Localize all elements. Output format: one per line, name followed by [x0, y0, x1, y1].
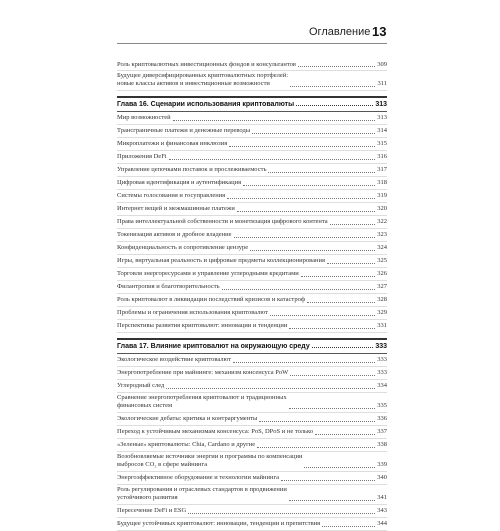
toc-entry-page: 343 — [377, 507, 387, 515]
toc-entry-title: Трансграничные платежи и денежные переводы — [117, 127, 251, 135]
toc-entry — [117, 190, 387, 203]
dot-leader — [327, 263, 375, 264]
toc-entry-title: Углеродный след — [117, 382, 165, 390]
toc-entry-page: 318 — [377, 179, 387, 187]
toc-entry-title: Роль криптовалют в ликвидации последствий кризисов и катастроф — [117, 296, 306, 304]
dot-leader — [166, 388, 375, 389]
toc-entry-page: 327 — [377, 283, 387, 291]
toc-entry-title: Будущее диверсифицированных криптовалютных портфелей: новые классы активов и инвестиционные возможности — [117, 72, 289, 88]
toc-entry — [117, 413, 387, 426]
toc-entry — [117, 58, 387, 71]
toc-entry — [117, 138, 387, 151]
toc-entry-page: 333 — [377, 356, 387, 364]
dot-leader — [298, 66, 375, 67]
table-of-contents — [117, 58, 387, 531]
toc-entry — [117, 203, 387, 216]
toc-entry-title: Роль регулирования и отраслевых стандартов в продвижении устойчивого развития — [117, 485, 287, 502]
dot-leader — [250, 250, 375, 251]
toc-entry-title: Токенизация активов и дробное владение — [117, 231, 232, 239]
toc-entry — [117, 294, 387, 307]
toc-entry-title: Филантропия и благотворительность — [117, 283, 220, 291]
toc-entry-page: 314 — [377, 127, 387, 135]
toc-entry-title: Торговля энергоресурсами и управление углеродными кредитами — [117, 270, 299, 278]
toc-entry-title: Цифровая идентификация и аутентификация — [117, 179, 242, 187]
dot-leader — [173, 120, 376, 121]
toc-entry-title: Проблемы и ограничения использования криптовалют — [117, 309, 268, 317]
toc-entry-page: 326 — [377, 270, 387, 278]
toc-entry-page: 333 — [377, 369, 387, 377]
page-number: 13 — [372, 24, 387, 39]
toc-entry — [117, 255, 387, 268]
toc-entry-title: Будущее устойчивых криптовалют: инновации, тенденции и препятствия — [117, 520, 321, 528]
toc-entry-title: Мир возможностей — [117, 114, 171, 122]
toc-entry — [117, 216, 387, 229]
toc-entry — [117, 229, 387, 242]
dot-leader — [290, 86, 375, 87]
running-header-title: Оглавление — [309, 26, 371, 38]
toc-entry — [117, 426, 387, 439]
toc-entry-page: 338 — [377, 441, 387, 449]
dot-leader — [330, 224, 376, 225]
toc-entry-page: 336 — [377, 415, 387, 423]
dot-leader — [252, 133, 375, 134]
toc-entry-page: 340 — [377, 474, 387, 482]
dot-leader — [188, 513, 375, 514]
dot-leader — [268, 172, 375, 173]
toc-entry-title: Глава 16. Сценарии использования криптовалюты — [117, 100, 295, 108]
toc-entry-page: 309 — [377, 60, 387, 68]
dot-leader — [222, 289, 376, 290]
dot-leader — [301, 276, 376, 277]
toc-entry — [117, 320, 387, 333]
toc-entry — [117, 112, 387, 125]
dot-leader — [290, 375, 375, 376]
toc-entry — [117, 505, 387, 518]
dot-leader — [315, 434, 375, 435]
dot-leader — [227, 198, 375, 199]
toc-entry — [117, 177, 387, 190]
dot-leader — [304, 467, 375, 468]
toc-entry-page: 335 — [377, 402, 387, 410]
toc-entry — [117, 380, 387, 393]
toc-entry-title: Экологические дебаты: критика и контраргументы — [117, 415, 258, 423]
toc-entry-page: 334 — [377, 382, 387, 390]
toc-entry-title: Права интеллектуальной собственности и монетизация цифрового контента — [117, 218, 328, 226]
toc-entry — [117, 367, 387, 380]
toc-entry-title: Переход к устойчивым механизмам консенсуса: PoS, DPoS и не только — [117, 428, 314, 436]
toc-entry-title: Пересечение DeFi и ESG — [117, 507, 187, 515]
dot-leader — [257, 447, 375, 448]
toc-entry — [117, 472, 387, 485]
dot-leader — [234, 237, 376, 238]
toc-entry-title: Энергоэффективное оборудование и технологии майнинга — [117, 474, 280, 482]
toc-entry-title: Интернет вещей и межмашинные платежи — [117, 205, 235, 213]
toc-entry-title: Энергопотребление при майнинге: механизм консенсуса PoW — [117, 369, 289, 377]
toc-entry-page: 325 — [377, 257, 387, 265]
toc-entry-page: 329 — [377, 309, 387, 317]
toc-entry-page: 344 — [377, 520, 387, 528]
toc-entry-page: 317 — [377, 166, 387, 174]
toc-entry — [117, 518, 387, 531]
toc-entry — [117, 485, 387, 505]
toc-entry-title: Глава 17. Влияние криптовалют на окружающую среду — [117, 342, 310, 350]
dot-leader — [237, 211, 375, 212]
toc-entry — [117, 242, 387, 255]
dot-leader — [281, 480, 375, 481]
dot-leader — [233, 362, 375, 363]
toc-entry-page: 328 — [377, 296, 387, 304]
toc-entry — [117, 151, 387, 164]
toc-entry-page: 324 — [377, 244, 387, 252]
toc-chapter-heading — [117, 96, 387, 112]
dot-leader — [289, 408, 376, 409]
toc-entry-title: Конфиденциальность и сопротивление цензуре — [117, 244, 249, 252]
toc-entry-page: 316 — [377, 153, 387, 161]
toc-entry — [117, 268, 387, 281]
toc-entry-title: Перспективы развития криптовалют: инновации и тенденции — [117, 322, 288, 330]
toc-entry — [117, 393, 387, 413]
toc-entry-page: 323 — [377, 231, 387, 239]
toc-entry — [117, 439, 387, 452]
toc-entry — [117, 307, 387, 320]
toc-entry — [117, 452, 387, 472]
toc-entry-page: 311 — [377, 80, 387, 88]
toc-entry-title: «Зеленые» криптовалюты: Chia, Cardano и другие — [117, 441, 256, 449]
toc-chapter-heading — [117, 338, 387, 354]
dot-leader — [289, 328, 375, 329]
toc-entry — [117, 125, 387, 138]
toc-entry-title: Приложения DeFi — [117, 153, 167, 161]
toc-entry-page: 341 — [377, 494, 387, 502]
toc-entry-page: 339 — [377, 461, 387, 469]
toc-entry — [117, 281, 387, 294]
dot-leader — [259, 421, 375, 422]
toc-entry-title: Роль криптовалютных инвестиционных фондов и консультантов — [117, 60, 296, 68]
toc-entry-title: Системы голосования и госуправления — [117, 192, 226, 200]
toc-entry-page: 331 — [377, 322, 387, 330]
dot-leader — [312, 347, 374, 348]
dot-leader — [243, 185, 375, 186]
toc-entry-page: 315 — [377, 140, 387, 148]
toc-entry-title: Игры, виртуальная реальность и цифровые предметы коллекционирования — [117, 257, 325, 265]
toc-entry-title: Возобновляемые источники энергии и программы по компенсации выбросов CO₂ в сфере майнинга — [117, 452, 303, 469]
dot-leader — [307, 302, 375, 303]
toc-entry — [117, 164, 387, 177]
toc-entry-page: 320 — [377, 205, 387, 213]
toc-entry-page: 322 — [377, 218, 387, 226]
dot-leader — [296, 105, 373, 106]
dot-leader — [169, 159, 376, 160]
toc-entry-title: Микроплатежи и финансовая инклюзия — [117, 140, 228, 148]
header-rule — [117, 43, 387, 44]
toc-entry-title: Сравнение энергопотребления криптовалют и традиционных финансовых систем — [117, 393, 287, 410]
dot-leader — [322, 526, 375, 527]
toc-entry-title: Управление цепочками поставок и прослеживаемость — [117, 166, 267, 174]
toc-entry-page: 333 — [375, 342, 387, 350]
toc-entry-title: Экологическое воздействие криптовалют — [117, 356, 232, 364]
dot-leader — [229, 146, 375, 147]
toc-entry-page: 313 — [377, 114, 387, 122]
dot-leader — [270, 315, 375, 316]
toc-entry-page: 337 — [377, 428, 387, 436]
toc-entry — [117, 354, 387, 367]
toc-entry-page: 319 — [377, 192, 387, 200]
toc-entry — [117, 71, 387, 91]
toc-entry-page: 313 — [375, 100, 387, 108]
